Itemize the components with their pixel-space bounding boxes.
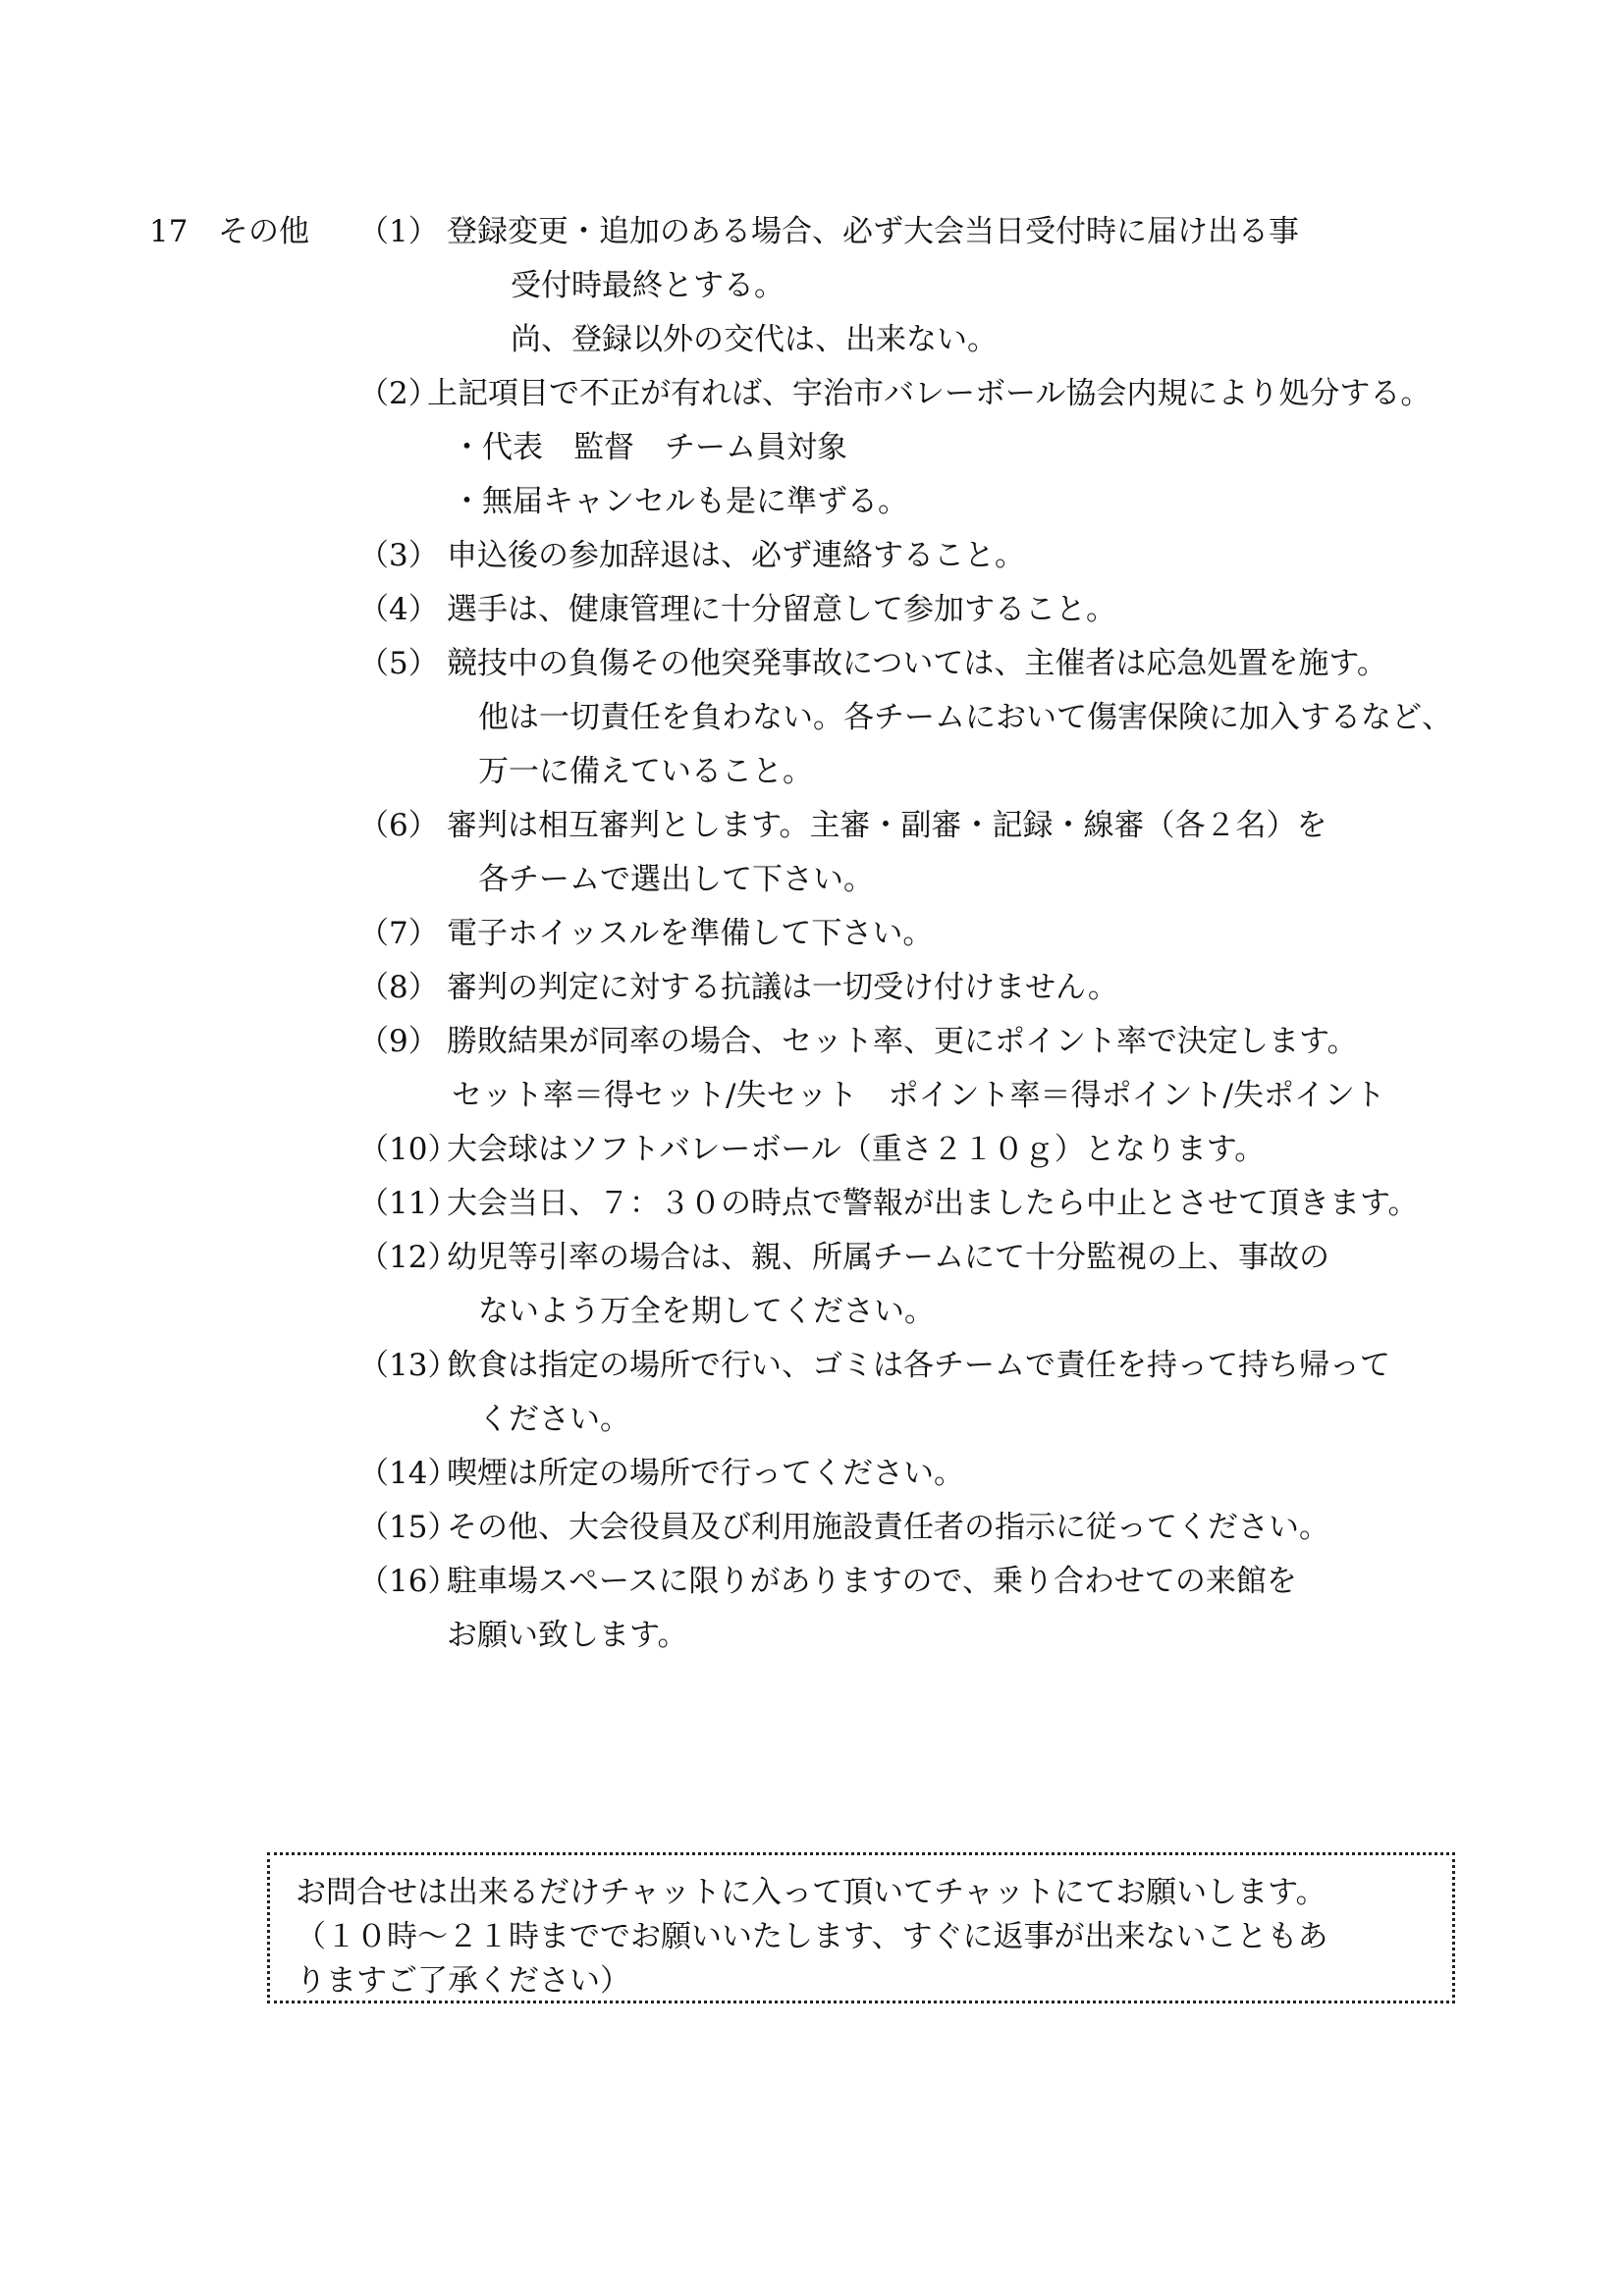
item-text: お願い致します。 <box>447 1618 688 1653</box>
item-marker: （4） <box>358 592 439 627</box>
item-marker: （12） <box>358 1240 459 1275</box>
item-text: 飲食は指定の場所で行い、ゴミは各チームで責任を持って持ち帰って <box>447 1348 1390 1383</box>
item-marker: （15） <box>358 1510 459 1545</box>
item-text: 他は一切責任を負わない。各チームにおいて傷害保険に加入するなど、 <box>478 700 1452 735</box>
item-marker: （16） <box>358 1564 459 1599</box>
item-marker: （6） <box>358 808 439 843</box>
item-marker: （11） <box>358 1186 459 1221</box>
item-marker: （14） <box>358 1456 459 1491</box>
section-number: 17 <box>149 214 189 249</box>
item-text: 登録変更・追加のある場合、必ず大会当日受付時に届け出る事 <box>447 214 1299 249</box>
item-text: 勝敗結果が同率の場合、セット率、更にポイント率で決定します。 <box>447 1024 1358 1059</box>
contact-notice-box <box>267 1852 1455 2003</box>
item-text: 大会球はソフトバレーボール（重さ２１０ｇ）となります。 <box>447 1132 1266 1167</box>
item-text: 尚、登録以外の交代は、出来ない。 <box>511 322 998 357</box>
item-text: その他、大会役員及び利用施設責任者の指示に従ってください。 <box>447 1510 1329 1545</box>
item-text: 万一に備えていること。 <box>478 754 813 789</box>
item-text: 上記項目で不正が有れば、宇治市バレーボール協会内規により処分する。 <box>427 376 1432 411</box>
notice-line-3: りますご了承ください） <box>296 1963 630 1999</box>
item-text: ・無届キャンセルも是に準ずる。 <box>452 484 908 519</box>
item-marker: （1） <box>358 214 439 249</box>
item-text: 受付時最終とする。 <box>511 268 785 303</box>
item-text: 申込後の参加辞退は、必ず連絡すること。 <box>447 538 1025 573</box>
item-marker: （10） <box>358 1132 459 1167</box>
item-marker: （13） <box>358 1348 459 1383</box>
item-text: 選手は、健康管理に十分留意して参加すること。 <box>447 592 1116 627</box>
item-text: 審判は相互審判とします。主審・副審・記録・線審（各２名）を <box>447 808 1327 843</box>
notice-line-1: お問合せは出来るだけチャットに入って頂いてチャットにてお願いします。 <box>296 1875 1326 1910</box>
item-text: 審判の判定に対する抗議は一切受け付けません。 <box>447 970 1118 1005</box>
item-text: ないよう万全を期してください。 <box>478 1294 935 1329</box>
item-text: ・代表 監督 チーム員対象 <box>452 430 847 465</box>
item-marker: （2） <box>358 376 439 411</box>
item-text: 喫煙は所定の場所で行ってください。 <box>447 1456 964 1491</box>
item-text: 電子ホイッスルを準備して下さい。 <box>447 916 934 951</box>
item-marker: （8） <box>358 970 439 1005</box>
item-marker: （3） <box>358 538 439 573</box>
item-text: 駐車場スペースに限りがありますので、乗り合わせての来館を <box>447 1564 1297 1599</box>
item-marker: （9） <box>358 1024 439 1059</box>
item-text: 各チームで選出して下さい。 <box>478 862 874 897</box>
item-text: ください。 <box>478 1402 630 1437</box>
notice-line-2: （１０時～２１時まででお願いいたします、すぐに返事が出来ないこともあ <box>296 1919 1328 1954</box>
item-text: 幼児等引率の場合は、親、所属チームにて十分監視の上、事故の <box>447 1240 1329 1275</box>
item-text: 大会当日、７：３０の時点で警報が出ましたら中止とさせて頂きます。 <box>447 1186 1419 1221</box>
item-marker: （7） <box>358 916 439 951</box>
item-text: 競技中の負傷その他突発事故については、主催者は応急処置を施す。 <box>447 646 1387 681</box>
item-marker: （5） <box>358 646 439 681</box>
section-title: その他 <box>218 214 309 249</box>
item-text: セット率＝得セット/失セット ポイント率＝得ポイント/失ポイント <box>452 1078 1385 1113</box>
